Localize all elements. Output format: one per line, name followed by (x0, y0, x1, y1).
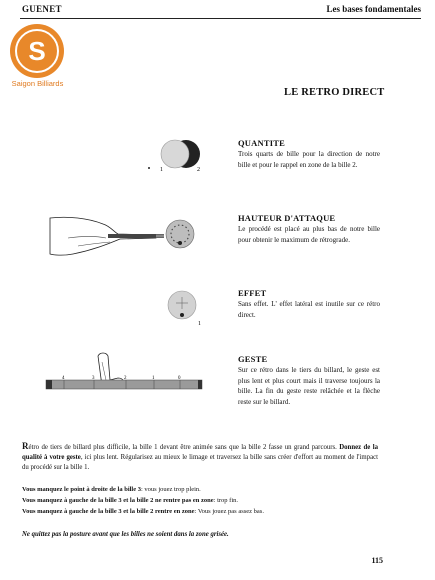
header-chapter: Les bases fondamentales (326, 4, 421, 14)
scale-label: 0 (178, 376, 181, 381)
scale-label: 1 (152, 376, 155, 381)
quantite-text: Trois quarts de bille pour la direction de notre bille et pour le rappel en zone de la bille 2. (238, 150, 380, 169)
header-author: GUENET (22, 4, 62, 14)
hauteur-text: Le procédé est placé au plus bas de notre bille pour obtenir le maximum de rétrograde. (238, 225, 380, 244)
effet-text: Sans effet. L' effet latéral est inutile sur ce rétro direct. (238, 300, 380, 319)
geste-cue-scale-illustration (44, 350, 210, 398)
header-rule (20, 18, 421, 19)
svg-text:1: 1 (160, 167, 163, 173)
quantite-heading: QUANTITE (238, 138, 285, 148)
hauteur-heading: HAUTEUR D'ATTAQUE (238, 213, 336, 223)
section-title: LE RETRO DIRECT (284, 87, 385, 98)
fault-line-3: Vous manquez à gauche de la bille 3 et la bille 2 rentre en zone: Vous jouez pas assez bas. (22, 508, 264, 515)
svg-text:1: 1 (198, 321, 201, 327)
effet-diagram (162, 285, 207, 330)
svg-text:2: 2 (197, 167, 200, 173)
emphasis: Donnez de la qualité à votre geste (22, 444, 378, 461)
page-number: 115 (371, 556, 383, 565)
geste-text: Sur ce rétro dans le tiers du billard, le geste est plus lent et plus court mais il traverse toujours la bille. La fin du geste reste relâchée et la flèche reste sur le billard. (238, 366, 380, 406)
logo-name: Saigon Billiards (11, 79, 64, 88)
scale-label: 3 (92, 376, 95, 381)
hand-cue-attack-illustration (48, 208, 208, 263)
body-paragraph: Rétro de tiers de billard plus difficile, la bille 1 devant être animée sans que la bille 2 fasse un grand parcours. Donnez de la qualité à votre geste, ici plus lent. Régularisez au mieux le limage et traversez la bille sans créer d'effort au moment de l'impact du procédé sur la bille 1. (22, 441, 378, 471)
scale-label: 2 (124, 376, 127, 381)
scale-label: 4 (62, 376, 65, 381)
fault-line-1: Vous manquez le point à droite de la bille 3: vous jouez trop plein. (22, 486, 201, 493)
logo-letter: S (28, 36, 46, 66)
drop-letter: R (22, 441, 29, 451)
effet-heading: EFFET (238, 288, 267, 298)
geste-heading: GESTE (238, 354, 268, 364)
saigon-billiards-logo (8, 22, 66, 80)
closing-advice: Ne quittez pas la posture avant que les billes ne soient dans la zone grisée. (22, 531, 229, 538)
quantite-diagram (145, 135, 210, 175)
fault-line-2: Vous manquez à gauche de la bille 3 et la bille 2 ne rentre pas en zone: trop fin. (22, 497, 239, 504)
